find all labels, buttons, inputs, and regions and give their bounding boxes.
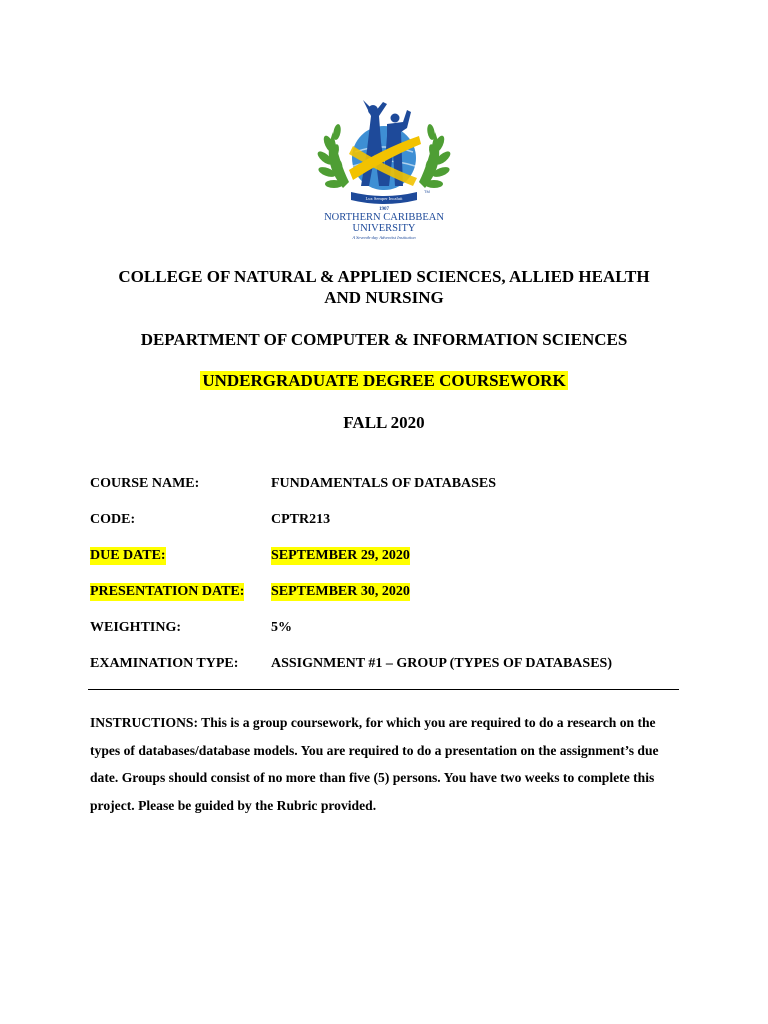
- info-row: [90, 583, 690, 601]
- coursework-heading: [60, 370, 708, 391]
- svg-text:NORTHERN CARIBBEAN: NORTHERN CARIBBEAN: [324, 212, 444, 223]
- laurel-right-icon: [419, 124, 452, 188]
- svg-text:Lux Semper Incaluit: Lux Semper Incaluit: [365, 196, 403, 201]
- department-heading: DEPARTMENT OF COMPUTER & INFORMATION SCIENCES: [140, 330, 628, 349]
- info-label: COURSE NAME:: [90, 476, 200, 491]
- info-label: DUE DATE:: [90, 548, 166, 563]
- university-logo: [303, 92, 465, 248]
- divider: [88, 689, 679, 690]
- info-row: [90, 475, 690, 493]
- laurel-left-icon: [316, 124, 349, 188]
- info-label: PRESENTATION DATE:: [90, 584, 245, 599]
- svg-text:TM: TM: [424, 189, 430, 194]
- college-heading: [60, 266, 708, 308]
- college-heading-line1: COLLEGE OF NATURAL & APPLIED SCIENCES, ALLIED HEALTH: [118, 267, 650, 286]
- info-label: CODE:: [90, 512, 136, 527]
- coursework-heading-text: UNDERGRADUATE DEGREE COURSEWORK: [202, 371, 566, 390]
- info-value: 5%: [271, 620, 292, 635]
- college-heading-line2: AND NURSING: [324, 288, 444, 307]
- info-label: WEIGHTING:: [90, 620, 182, 635]
- term-heading: FALL 2020: [343, 413, 425, 432]
- svg-text:UNIVERSITY: UNIVERSITY: [352, 223, 416, 234]
- info-row: [90, 619, 690, 637]
- svg-text:A Seventh-day Adventist Instit: A Seventh-day Adventist Institution: [352, 235, 416, 240]
- info-row: [90, 547, 690, 565]
- info-row: [90, 655, 690, 673]
- info-value: ASSIGNMENT #1 – GROUP (TYPES OF DATABASES): [271, 656, 612, 671]
- info-value: FUNDAMENTALS OF DATABASES: [271, 476, 497, 491]
- info-value: CPTR213: [271, 512, 331, 527]
- info-value: SEPTEMBER 30, 2020: [271, 584, 410, 599]
- university-seal-icon: [303, 92, 465, 248]
- info-label: EXAMINATION TYPE:: [90, 656, 239, 671]
- info-value: SEPTEMBER 29, 2020: [271, 548, 410, 563]
- info-row: [90, 511, 690, 529]
- svg-text:1907: 1907: [379, 207, 389, 212]
- instructions-paragraph: INSTRUCTIONS: This is a group coursework, for which you are required to do a research on the types of databases/database models. You are required to do a presentation on the assignment’s due date. Groups should consist of no more than five (5) persons. You have two weeks to complete this project. Please be guided by the Rubric provided.: [90, 715, 659, 813]
